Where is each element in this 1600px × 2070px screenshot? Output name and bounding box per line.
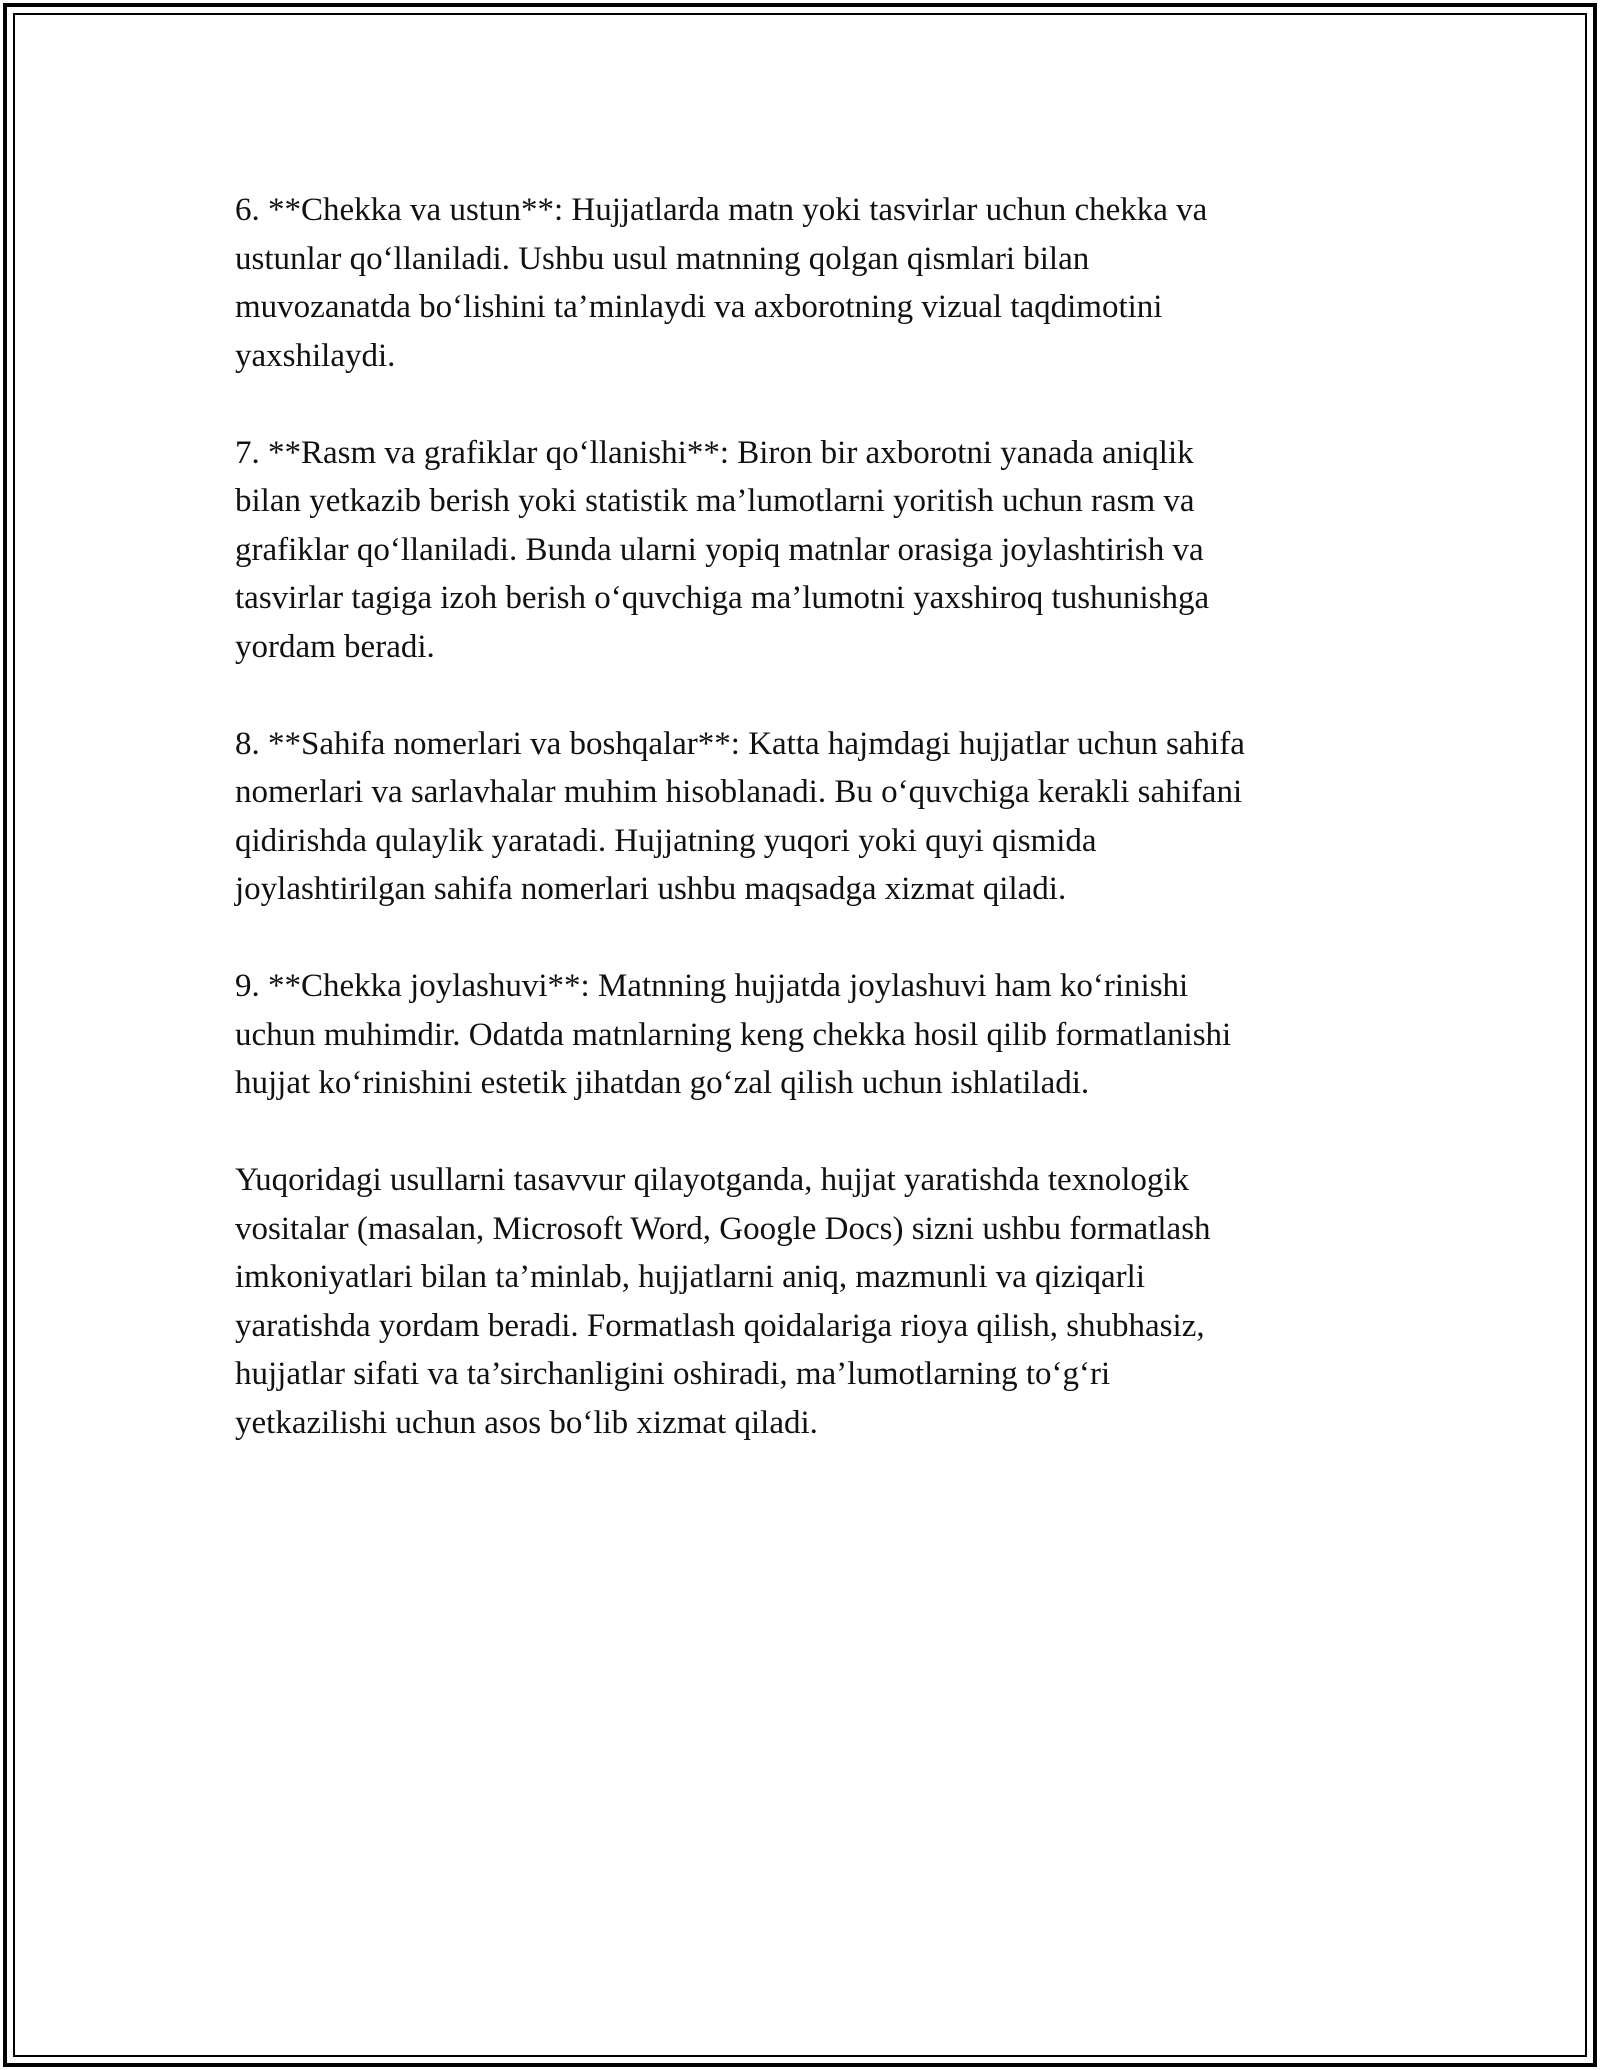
text-line: muvozanatda bo‘lishini ta’minlaydi va axborotning vizual taqdimotini <box>235 289 1163 325</box>
text-line: qidirishda qulaylik yaratadi. Hujjatning yuqori yoki quyi qismida <box>235 822 1097 859</box>
text-line: Yuqoridagi usullarni tasavvur qilayotganda, hujjat yaratishda texnologik <box>235 1162 1190 1198</box>
text-line: vositalar (masalan, Microsoft Word, Google Docs) sizni ushbu formatlash <box>235 1210 1211 1247</box>
text-line: hujjatlar sifati va ta’sirchanligini oshiradi, ma’lumotlarning to‘g‘ri <box>235 1356 1111 1392</box>
text-line: yaratishda yordam beradi. Formatlash qoidalariga rioya qilish, shubhasiz, <box>235 1307 1205 1344</box>
text-line: tasvirlar tagiga izoh berish o‘quvchiga ma’lumotni yaxshiroq tushunishga <box>235 580 1210 616</box>
text-line: yordam beradi. <box>235 628 435 665</box>
text-line: yaxshilaydi. <box>235 337 396 374</box>
text-line: yetkazilishi uchun asos bo‘lib xizmat qiladi. <box>235 1404 818 1441</box>
paragraph-conclusion <box>235 1156 1365 1447</box>
text-line: 7. **Rasm va grafiklar qo‘llanishi**: Biron bir axborotni yanada aniqlik <box>235 434 1194 471</box>
text-line: 8. **Sahifa nomerlari va boshqalar**: Katta hajmdagi hujjatlar uchun sahifa <box>235 725 1245 762</box>
paragraph-6-margins-columns <box>235 186 1365 380</box>
text-line: nomerlari va sarlavhalar muhim hisoblanadi. Bu o‘quvchiga kerakli sahifani <box>235 774 1243 810</box>
text-line: ustunlar qo‘llaniladi. Ushbu usul matnning qolgan qismlari bilan <box>235 240 1090 277</box>
text-line: imkoniyatlari bilan ta’minlab, hujjatlarni aniq, mazmunli va qiziqarli <box>235 1259 1145 1295</box>
text-line: grafiklar qo‘llaniladi. Bunda ularni yopiq matnlar orasiga joylashtirish va <box>235 531 1204 568</box>
document-body <box>235 186 1365 1496</box>
text-line: 6. **Chekka va ustun**: Hujjatlarda matn yoki tasvirlar uchun chekka va <box>235 192 1208 228</box>
paragraph-7-images-graphics <box>235 429 1365 672</box>
text-line: 9. **Chekka joylashuvi**: Matnning hujjatda joylashuvi ham ko‘rinishi <box>235 968 1189 1004</box>
paragraph-8-page-numbers <box>235 720 1365 914</box>
text-line: hujjat ko‘rinishini estetik jihatdan go‘zal qilish uchun ishlatiladi. <box>235 1065 1090 1101</box>
text-line: bilan yetkazib berish yoki statistik ma’lumotlarni yoritish uchun rasm va <box>235 483 1195 519</box>
paragraph-9-margin-placement <box>235 962 1365 1108</box>
text-line: joylashtirilgan sahifa nomerlari ushbu maqsadga xizmat qiladi. <box>235 871 1067 907</box>
text-line: uchun muhimdir. Odatda matnlarning keng chekka hosil qilib formatlanishi <box>235 1016 1232 1053</box>
